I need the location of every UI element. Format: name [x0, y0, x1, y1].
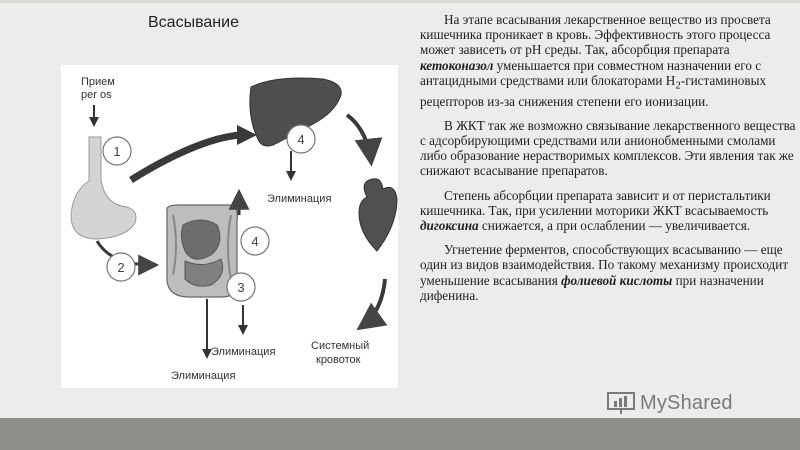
top-band	[0, 0, 800, 3]
elimination-label-2: Элиминация	[211, 346, 276, 358]
liver-to-heart-arrow	[347, 115, 371, 161]
step-4-badge-liver	[287, 125, 315, 153]
heart-icon	[359, 179, 397, 251]
svg-text:3: 3	[237, 280, 245, 295]
svg-text:1: 1	[113, 144, 121, 159]
systemic-label-line1: Системный	[311, 340, 370, 352]
systemic-label-line2: кровоток	[316, 354, 361, 366]
drug-ketoconazole: кетоконазол	[420, 57, 494, 73]
paragraph-peristalsis: Степень абсорбции препарата зависит и от перистальтики кишечника. Так, при усилении моторики ЖКТ всасываемость дигоксина снижается, а при ослаблении — увеличивается.	[420, 187, 771, 234]
svg-text:4: 4	[251, 234, 259, 249]
elimination-label-3: Элиминация	[267, 193, 332, 205]
step-1-badge	[103, 137, 131, 165]
myshared-watermark	[606, 390, 733, 416]
intake-label-line2: per os	[81, 89, 112, 101]
intake-label-line1: Прием	[81, 76, 115, 88]
svg-text:4: 4	[297, 132, 305, 147]
step-3-badge	[227, 273, 255, 301]
elimination-label-1: Элиминация	[171, 370, 236, 382]
intestine-icon	[167, 205, 238, 297]
svg-text:2: 2	[117, 260, 125, 275]
portal-arrow	[131, 125, 257, 180]
presentation-board-icon	[606, 391, 636, 415]
body-text	[420, 12, 798, 303]
paragraph-binding: В ЖКТ так же возможно связывание лекарственного вещества с адсорбирующими средствами или анионобменными смолами либо образование нерастворимых комплексов. Эти явления так же снижают всасывание препаратов.	[420, 117, 796, 179]
bottom-band	[0, 418, 800, 450]
step-2-badge	[107, 253, 135, 281]
paragraph-ph: На этапе всасывания лекарственное вещество из просвета кишечника проникает в кровь. Эффективность этого процесса может зависеть от pH среды. Так, абсорбция препарата кетоконазол уменьшается при совместном назначении его с антацидными средствами или блокаторами $H_2$-гистаминовых рецепторов из-за снижения степени его ионизации.	[420, 12, 771, 109]
watermark-text: MyShared	[640, 391, 733, 414]
drug-folic-acid: фолиевой кислоты	[561, 272, 673, 288]
absorption-diagram	[61, 65, 398, 388]
step-4-badge-intestine	[241, 227, 269, 255]
drug-digoxin: дигоксина	[420, 218, 479, 234]
slide-title: Всасывание	[148, 14, 239, 31]
paragraph-enzymes: Угнетение ферментов, способствующих всасыванию — еще один из видов взаимодействия. По такому механизму происходит уменьшение всасывания фолиевой кислоты при назначении дифенина.	[420, 242, 789, 303]
heart-to-systemic-arrow	[361, 279, 385, 327]
